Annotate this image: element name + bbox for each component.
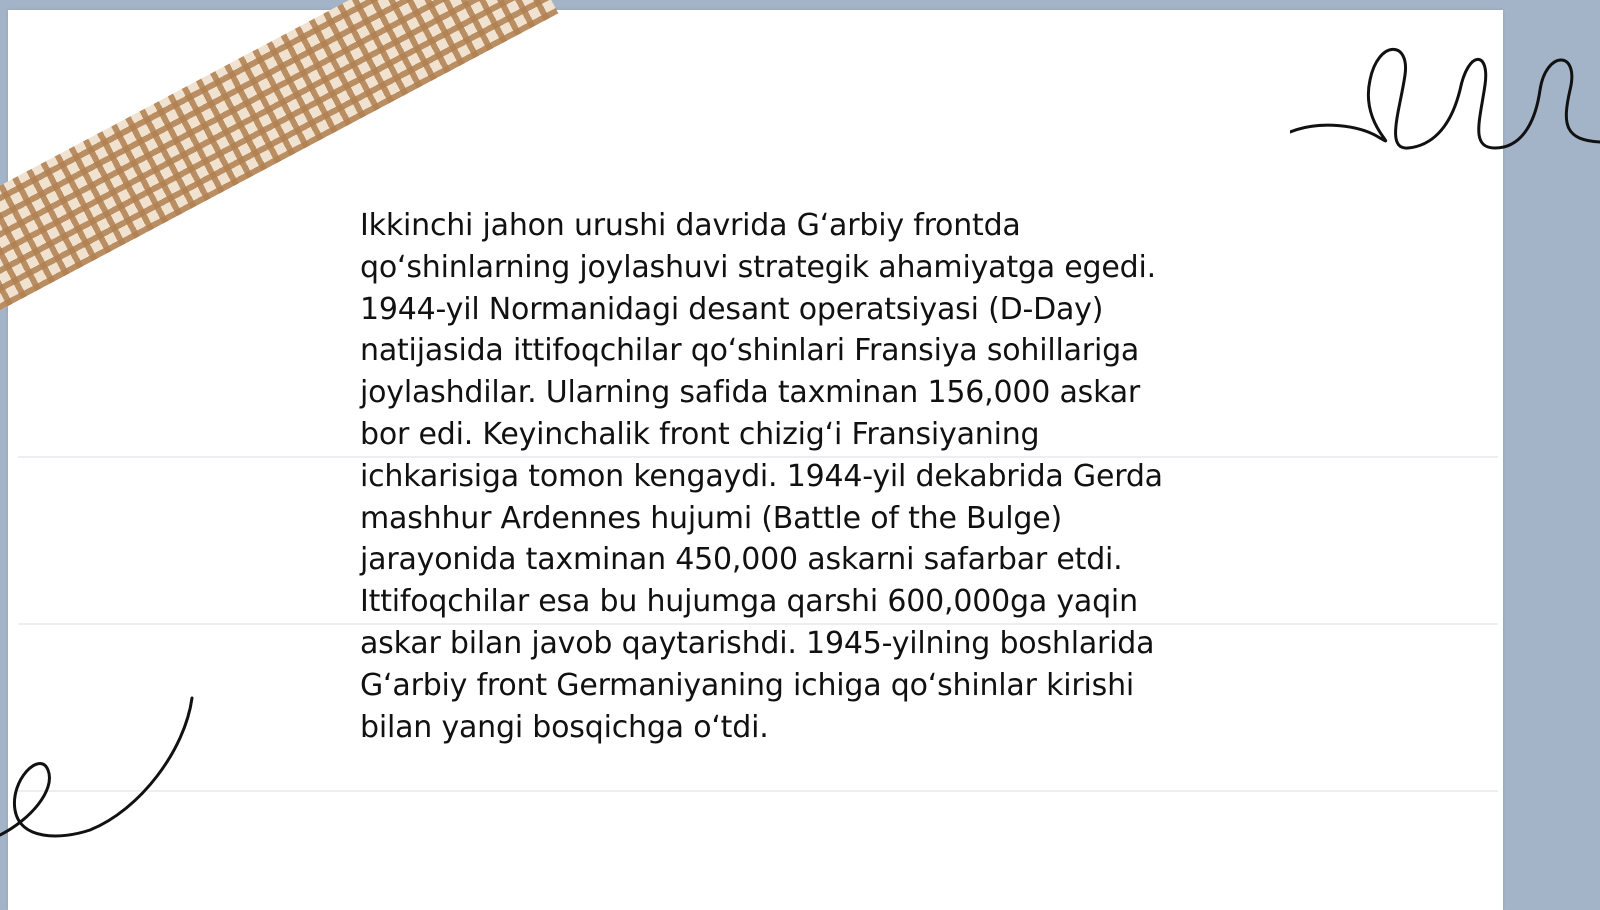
- body-line: ichkarisiga tomon kengaydi. 1944-yil dekabrida Gerda: [360, 458, 1163, 494]
- body-line: mashhur Ardennes hujumi (Battle of the Bulge): [360, 500, 1062, 536]
- body-line: jarayonida taxminan 450,000 askarni safarbar etdi.: [360, 542, 1123, 578]
- body-line: askar bilan javob qaytarishdi. 1945-yilning boshlarida: [360, 625, 1155, 661]
- body-paragraph: [360, 205, 1240, 748]
- body-line: qo‘shinlarning joylashuvi strategik ahamiyatga egedi.: [360, 249, 1156, 285]
- body-line: bilan yangi bosqichga o‘tdi.: [360, 709, 769, 745]
- body-line: Ikkinchi jahon urushi davrida G‘arbiy frontda: [360, 208, 1021, 243]
- swirl-scribble-icon: [0, 690, 200, 850]
- loop-scribble-icon: [1290, 30, 1600, 160]
- ruled-line: [18, 790, 1498, 792]
- body-line: joylashdilar. Ularning safida taxminan 156,000 askar: [360, 375, 1141, 411]
- body-line: Ittifoqchilar esa bu hujumga qarshi 600,000ga yaqin: [360, 584, 1138, 620]
- body-line: bor edi. Keyinchalik front chizig‘i Fransiyaning: [360, 416, 1040, 452]
- body-line: G‘arbiy front Germaniyaning ichiga qo‘shinlar kirishi: [360, 667, 1135, 703]
- body-line: 1944-yil Normanidagi desant operatsiyasi (D-Day): [360, 291, 1104, 327]
- body-line: natijasida ittifoqchilar qo‘shinlari Fransiya sohillariga: [360, 333, 1140, 369]
